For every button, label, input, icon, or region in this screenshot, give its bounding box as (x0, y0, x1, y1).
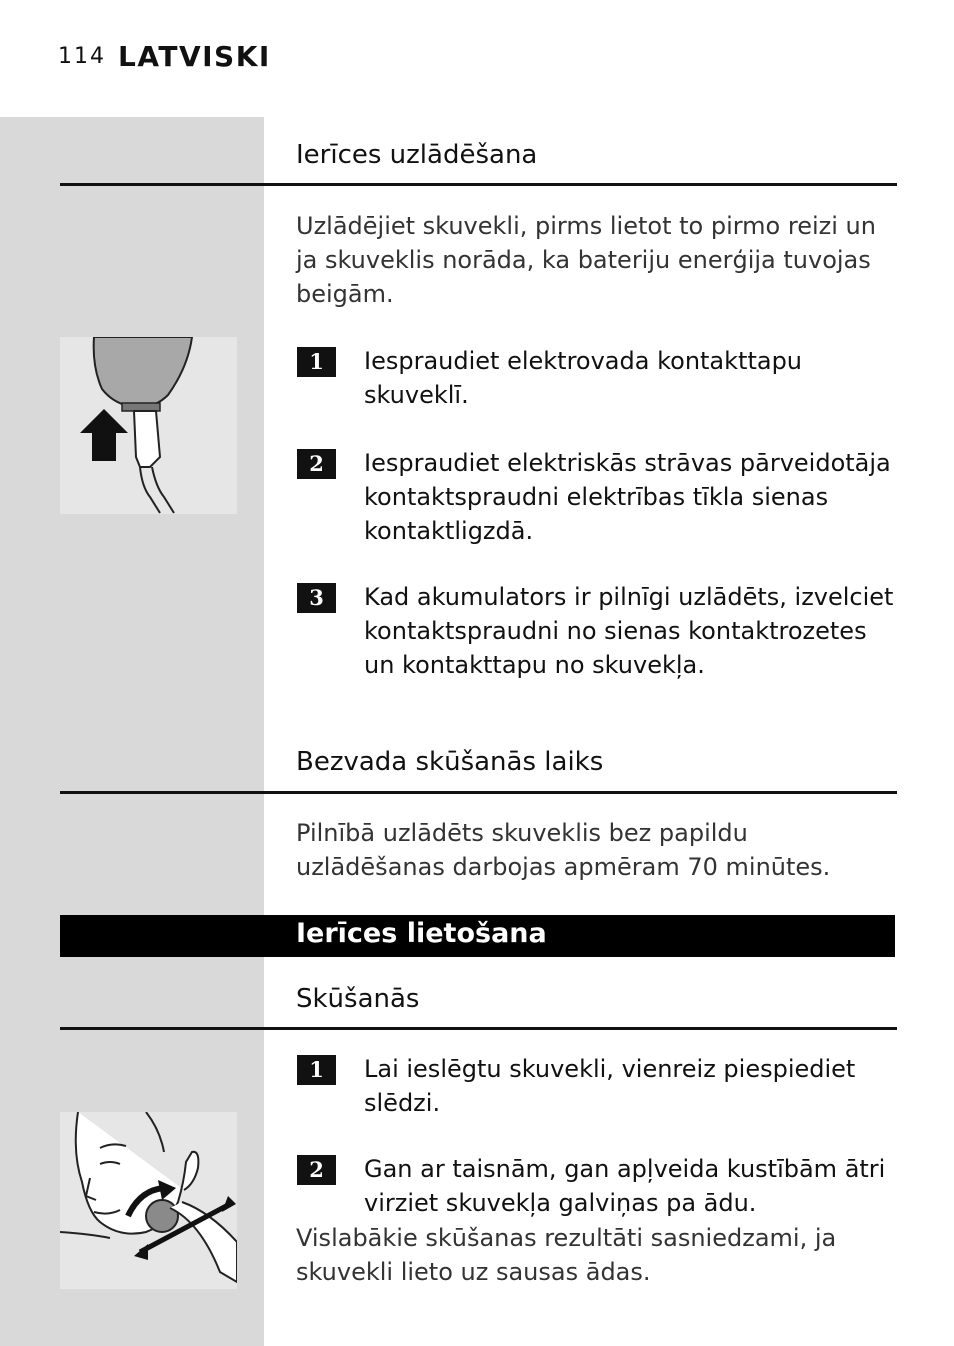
heading-rule (60, 791, 897, 794)
illustration-pointer (237, 345, 264, 381)
section-title: Ierīces lietošana (296, 918, 547, 949)
shaving-illustration (60, 1112, 237, 1289)
heading-rule (60, 1027, 897, 1030)
page-title: LATVISKI (118, 40, 271, 73)
step-number: 2 (297, 1155, 336, 1185)
step-text: Kad akumulators ir pilnīgi uzlādēts, izvelciet kontaktspraudni no sienas kontaktrozetes un kontakttapu no skuvekļa. (364, 583, 894, 679)
charging-intro: Uzlādējiet skuvekli, pirms lietot to pirmo reizi un ja skuveklis norāda, ka bateriju enerģija tuvojas beigām. (296, 212, 876, 308)
step-number: 3 (297, 583, 336, 613)
step-number: 1 (297, 347, 336, 377)
shaver-plug-icon (60, 337, 237, 514)
step-text: Gan ar taisnām, gan apļveida kustībām ātri virziet skuvekļa galviņas pa ādu. (364, 1155, 886, 1217)
shaving-heading: Skūšanās (296, 984, 420, 1014)
heading-rule (60, 183, 897, 186)
step-text: Lai ieslēgtu skuvekli, vienreiz piespiediet slēdzi. (364, 1055, 856, 1117)
illustration-pointer (237, 1144, 264, 1180)
face-shaving-icon (60, 1112, 237, 1289)
step-number: 1 (297, 1055, 336, 1085)
charging-illustration (60, 337, 237, 514)
step-number: 2 (297, 449, 336, 479)
cordless-text: Pilnībā uzlādēts skuveklis bez papildu uzlādēšanas darbojas apmēram 70 minūtes. (296, 819, 831, 881)
cordless-heading: Bezvada skūšanās laiks (296, 747, 604, 777)
step-text: Iespraudiet elektrovada kontakttapu skuveklī. (364, 347, 803, 409)
step-text: Iespraudiet elektriskās strāvas pārveidotāja kontaktspraudni elektrības tīkla sienas kontaktligzdā. (364, 449, 891, 545)
charging-heading: Ierīces uzlādēšana (296, 140, 538, 170)
page-number: 114 (58, 44, 106, 69)
shaving-note: Vislabākie skūšanas rezultāti sasniedzami, ja skuvekli lieto uz sausas ādas. (296, 1224, 837, 1286)
